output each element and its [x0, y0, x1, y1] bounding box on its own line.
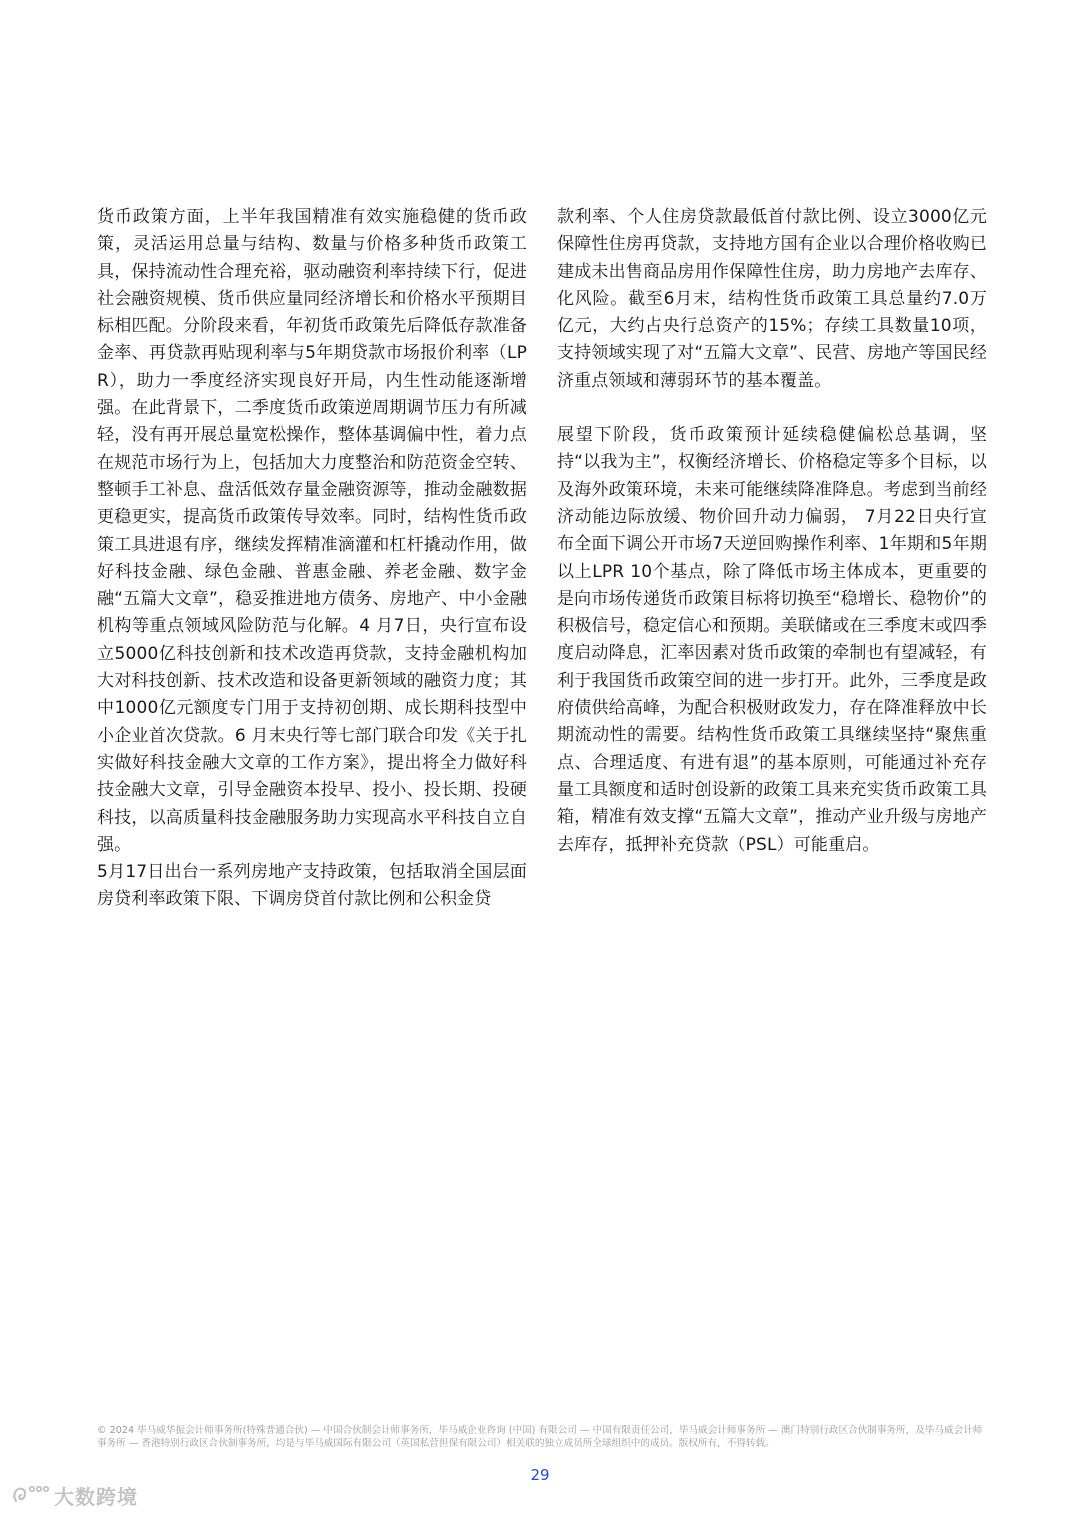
right-paragraph-structural-tools: 款利率、个人住房贷款最低首付款比例、设立3000亿元保障性住房再贷款，支持地方国有企业以合理价格收购已建成未出售商品房用作保障性住房，助力房地产去库存、化风险。截至6月末，结构性货币政策工具总量约7.0万亿元，大约占央行总资产的15%；存续工具数量10项，支持领域实现了对“五篇大文章”、民营、房地产等国民经济重点领域和薄弱环节的基本覆盖。: [557, 207, 987, 391]
left-text-column: [97, 204, 527, 914]
sound-wave-logo-icon: [10, 1481, 50, 1509]
watermark-text: 大数跨境: [54, 1484, 138, 1509]
left-paragraph-monetary-policy: 货币政策方面，上半年我国精准有效实施稳健的货币政策，灵活运用总量与结构、数量与价格多种货币政策工具，保持流动性合理充裕，驱动融资利率持续下行，促进社会融资规模、货币供应量同经济增长和价格水平预期目标相匹配。分阶段来看，年初货币政策先后降低存款准备金率、再贷款再贴现利率与5年期贷款市场报价利率（LPR），助力一季度经济实现良好开局，内生性动能逐渐增强。在此背景下，二季度货币政策逆周期调节压力有所减轻，没有再开展总量宽松操作，整体基调偏中性，着力点在规范市场行为上，包括加大力度整治和防范资金空转、整顿手工补息、盘活低效存量金融资源等，推动金融数据更稳更实，提高货币政策传导效率。同时，结构性货币政策工具进退有序，继续发挥精准滴灌和杠杆撬动作用，做好科技金融、绿色金融、普惠金融、养老金融、数字金融“五篇大文章”，稳妥推进地方债务、房地产、中小金融机构等重点领域风险防范与化解。4 月7日，央行宣布设立5000亿科技创新和技术改造再贷款，支持金融机构加大对科技创新、技术改造和设备更新领域的融资力度；其中1000亿元额度专门用于支持初创期、成长期科技型中小企业首次贷款。6 月末央行等七部门联合印发《关于扎实做好科技金融大文章的工作方案》，提出将全力做好科技金融大文章，引导金融资本投早、投小、投长期、投硬科技，以高质量科技金融服务助力实现高水平科技自立自强。: [97, 207, 527, 855]
page-number: 29: [530, 1466, 550, 1484]
right-paragraph-outlook: 展望下阶段，货币政策预计延续稳健偏松总基调，坚持“以我为主”，权衡经济增长、价格稳定等多个目标，以及海外政策环境，未来可能继续降准降息。考虑到当前经济动能边际放缓、物价回升动力偏弱， 7月22日央行宣布全面下调公开市场7天逆回购操作利率、1年期和5年期以上LPR 10个基点，除了降低市场主体成本，更重要的是向市场传递货币政策目标将切换至“稳增长、稳物价”的积极信号，稳定信心和预期。美联储或在三季度末或四季度启动降息，汇率因素对货币政策的牵制也有望减轻，有利于我国货币政策空间的进一步打开。此外，三季度是政府债供给高峰，为配合积极财政发力，存在降准释放中长期流动性的需要。结构性货币政策工具继续坚持“聚焦重点、合理适度、有进有退”的基本原则，可能通过补充存量工具额度和适时创设新的政策工具来充实货币政策工具箱，精准有效支撑“五篇大文章”，推动产业升级与房地产去库存，抵押补充贷款（PSL）可能重启。: [557, 425, 987, 855]
watermark: [10, 1480, 138, 1510]
copyright-notice: © 2024 毕马威华振会计师事务所(特殊普通合伙) — 中国合伙制会计师事务所，毕马威企业咨询 (中国) 有限公司 — 中国有限责任公司，毕马威会计师事务所 — 澳门特别行政区合伙制事务所，及毕马威会计师事务所 — 香港特别行政区合伙制事务所，均是与毕马威国际有限公司（英国私营担保有限公司）相关联的独立成员所全球组织中的成员。版权所有，不得转载。: [97, 1425, 983, 1449]
right-text-column: [557, 204, 987, 859]
left-paragraph-real-estate: 5月17日出台一系列房地产支持政策，包括取消全国层面房贷利率政策下限、下调房贷首付款比例和公积金贷: [97, 862, 527, 910]
